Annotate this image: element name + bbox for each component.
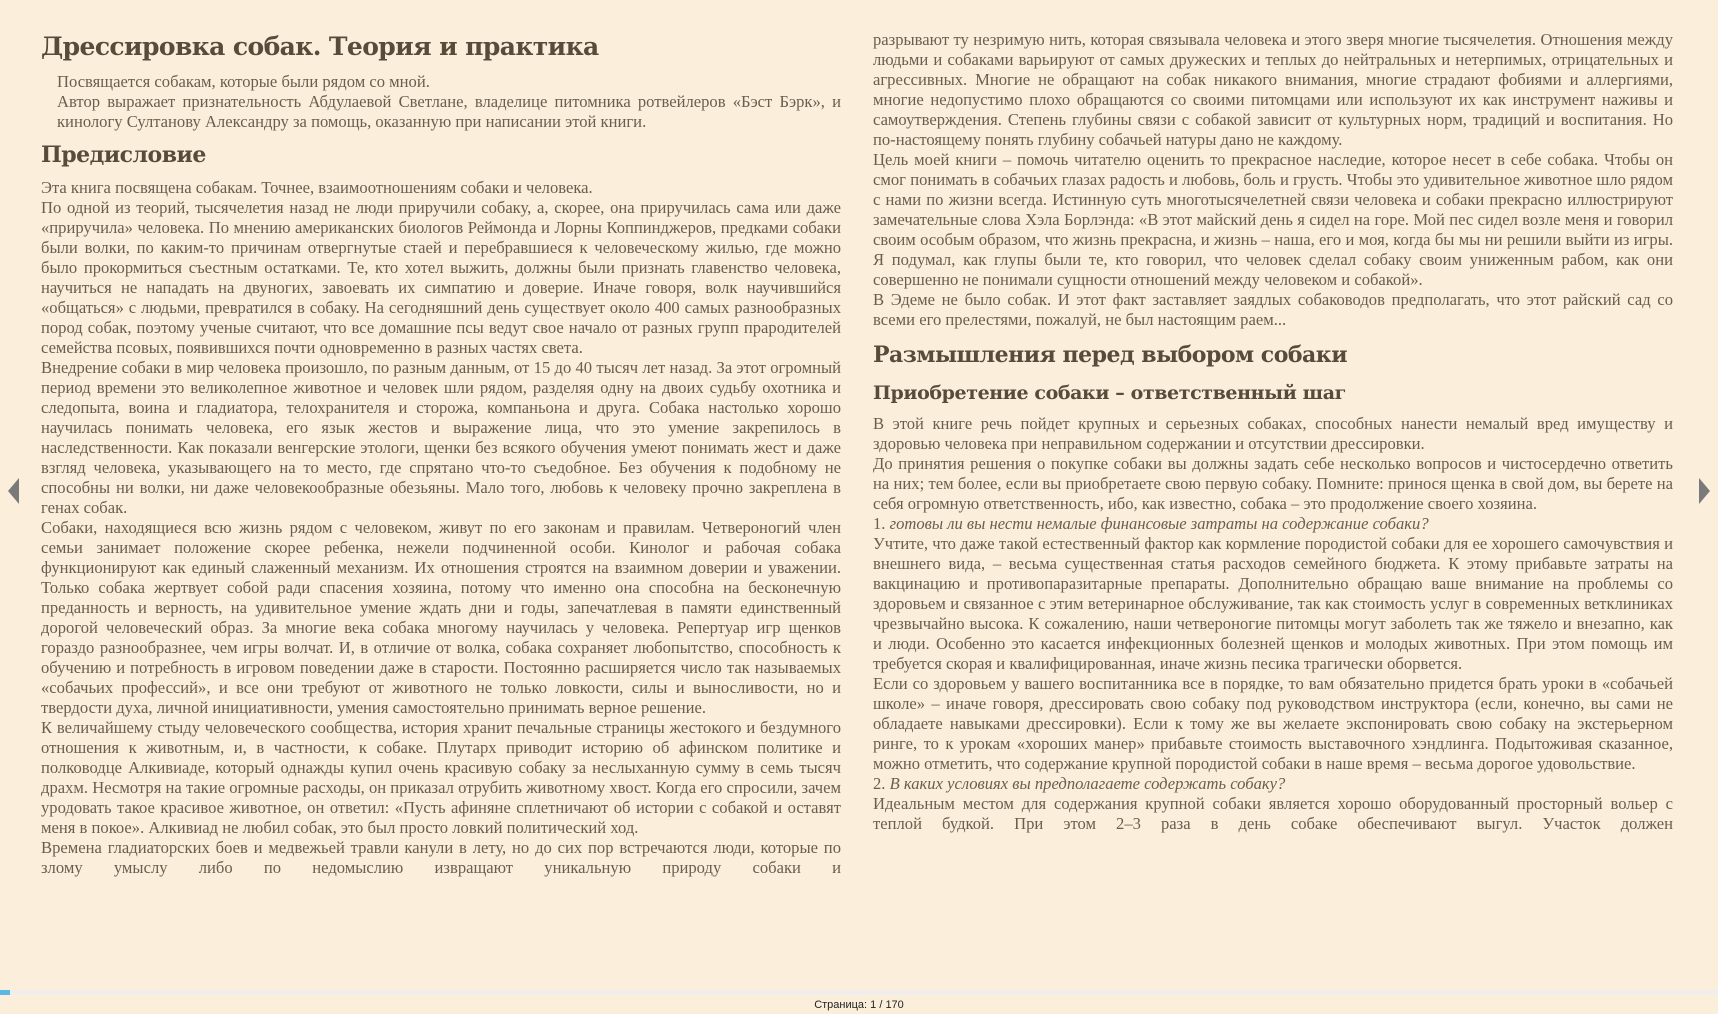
paragraph: Идеальным местом для содержания крупной собаки является хорошо оборудованный просторный вольер с теплой будкой. При этом 2–3 раза в день собаке обеспечивают выгул. Участок должен <box>873 794 1673 833</box>
book-title: Дрессировка собак. Теория и практика <box>41 32 599 61</box>
paragraph: К величайшему стыду человеческого сообщества, история хранит печальные страницы жестокого и бездумного отношения к животным, и, в частности, к собаке. Плутарх приводит историю об афинском политике и полководце Алкивиаде, который однажды купил очень красивую собаку за неслыханную сумму в семь тысяч драхм. Несмотря на такие огромные расходы, он приказал отрубить животному хвост. Когда его спросили, зачем уродовать такое красивое животное, он ответил: «Пусть афиняне сплетничают об истории с собакой и оставят меня в покое». Алкивиад не любил собак, это был просто ловкий политический ход. <box>41 718 841 837</box>
paragraph: Времена гладиаторских боев и медвежьей травли канули в лету, но до сих пор встречаются люди, которые по злому умыслу либо по недомыслию извращают уникальную природу собаки и <box>41 838 841 877</box>
paragraph: Если со здоровьем у вашего воспитанника все в порядке, то вам обязательно придется брать уроки в «собачьей школе» – иначе говоря, дрессировать свою собаку под руководством инструктора (если, конечно, вы сами не обладаете навыками дрессировки). Если к тому же вы желаете экспонировать свою собаку на экстерьерном ринге, то к урокам «хороших манер» прибавьте стоимость выставочного хэндлинга. Подытоживая сказанное, можно отметить, что содержание крупной породистой собаки в наше время – весьма дорогое удовольствие. <box>873 674 1673 773</box>
paragraph: Цель моей книги – помочь читателю оценить то прекрасное наследие, которое несет в себе собака. Чтобы он смог понимать в собачьих глазах радость и любовь, боль и грусть. Чтобы это удивительное животное шло рядом с нами по жизни всегда. Истинную суть многотысячелетней связи человека и собаки прекрасно иллюстрируют замечательные слова Хэла Борлэнда: «В этот майский день я сидел на горе. Мой пес сидел возле меня и говорил своим особым образом, что жизнь прекрасна, и жизнь – наша, его и моя, когда бы мы ни решили выйти из игры. Я подумал, как глупы были те, кто говорил, что человек сделал собаку своим униженным рабом, как они совершенно не понимали сущности отношений между человеком и собакой». <box>873 150 1673 289</box>
question-text: В каких условиях вы предполагаете содержать собаку? <box>889 774 1286 793</box>
paragraph: По одной из теорий, тысячелетия назад не люди приручили собаку, а, скорее, она приручилась сама или даже «приручила» человека. По мнению американских биологов Реймонда и Лорны Коппинджеров, предками собаки были волки, по каким-то причинам отвергнутые стаей и перебравшиеся к человеческому жилью, где можно было прокормиться съестным остатками. Те, кто хотел выжить, должны были признать главенство человека, научиться не нападать на двуногих, завоевать их симпатию и доверие. Иначе говоря, волк научившийся «общаться» с людьми, превратился в собаку. На сегодняшний день существует около 400 самых разнообразных пород собак, поэтому ученые считают, что все домашние псы ведут свое начало от разных групп прародителей семейства псовых, появившихся почти одновременно в разных частях света. <box>41 198 841 357</box>
question-number: 1. <box>873 514 890 533</box>
paragraph: Учтите, что даже такой естественный фактор как кормление породистой собаки для ее хорошего самочувствия и внешнего вида, – весьма существенная статья расходов семейного бюджета. К этому прибавьте затраты на вакцинацию и противопаразитарные препараты. Дополнительно обращаю ваше внимание на проблемы со здоровьем и связанное с этим ветеринарное обслуживание, так как стоимость услуг в современных ветклиниках чрезвычайно высока. К сожалению, наши четвероногие питомцы могут заболеть так же тяжело и внезапно, как и люди. Особенно это касается инфекционных болезней щенков и молодых животных. При этом помощь им требуется скорая и квалифицированная, иначе жизнь песика трагически оборвется. <box>873 534 1673 673</box>
right-column <box>873 30 1673 834</box>
paragraph: До принятия решения о покупке собаки вы должны задать себе несколько вопросов и чистосердечно ответить на них; тем более, если вы приобретаете свою первую собаку. Помните: принося щенка в свой дом, вы берете на себя огромную ответственность, ибо, как известно, собака – это продолжение своего хозяина. <box>873 454 1673 513</box>
paragraph: В Эдеме не было собак. И этот факт заставляет заядлых собаководов предполагать, что этот райский сад со всеми его прелестями, пожалуй, не был настоящим раем... <box>873 290 1673 329</box>
dedication <box>41 72 841 132</box>
paragraph: разрывают ту незримую нить, которая связывала человека и этого зверя многие тысячелетия. Отношения между людьми и собаками варьируют от самых дружеских и теплых до нейтральных и нетерпимых, отрицательных и агрессивных. Многие не обращают на собак никакого внимания, многие страдают фобиями и аллергиями, многие недопустимо плохо обращаются со своими питомцами или используют их как инструмент наживы и самоутверждения. Степень глубины связи с собакой зависит от культурных норм, традиций и воспитания. Но по-настоящему понять глубину собачьей натуры дано не каждому. <box>873 30 1673 149</box>
paragraph: Внедрение собаки в мир человека произошло, по разным данным, от 15 до 40 тысяч лет назад. За этот огромный период времени это великолепное животное и человек шли рядом, разделяя одну на двоих судьбу охотника и следопыта, воина и гладиатора, телохранителя и сторожа, компаньона и друга. Собака настолько хорошо научилась понимать человека, его язык жестов и выражение лица, что это умение закрепилось в наследственности. Как показали венгерские этологи, щенки без всякого обучения умеют понимать жест и даже взгляд человека, указывающего на то место, где спрятано что-то съедобное. Без обучения к подобному не способны ни волки, ни даже человекообразные обезьяны. Мало того, любовь к человеку прочно закреплена в генах собак. <box>41 358 841 517</box>
dedication-line: Посвящается собакам, которые были рядом со мной. <box>57 72 430 91</box>
subsection-heading: Приобретение собаки – ответственный шаг <box>873 382 1346 404</box>
left-column <box>41 30 841 878</box>
question-text: готовы ли вы нести немалые финансовые затраты на содержание собаки? <box>889 514 1429 533</box>
next-page-arrow-icon[interactable] <box>1699 478 1710 504</box>
acknowledgement-line: Автор выражает признательность Абдулаевой Светлане, владелице питомника ротвейлеров «Бэст Бэрк», и кинологу Султанову Александру за помощь, оказанную при написании этой книги. <box>57 92 841 131</box>
paragraph: Собаки, находящиеся всю жизнь рядом с человеком, живут по его законам и правилам. Четвероногий член семьи занимает положение скорее ребенка, нежели подчиненной особи. Кинолог и рабочая собака функционируют как единый слаженный механизм. Их отношения строятся на взаимном доверии и уважении. Только собака жертвует собой ради спасения хозяина, потому что именно она способна на бесконечную преданность и верность, на удивительное умение ждать дни и годы, запечатлевая в памяти единственный дорогой человеческий образ. За многие века собака многому научилась у человека. Репертуар игр щенков гораздо разнообразнее, чем игры волчат. И, в отличие от волка, собака сохраняет любопытство, способность к обучению и потребность в игровом поведении даже в старости. Постоянно расширяется число так называемых «собачьих профессий», и все они требуют от животного не только ловкости, силы и выносливости, но и твердости духа, личной инициативности, умения самостоятельно принимать верное решение. <box>41 518 841 717</box>
previous-page-arrow-icon[interactable] <box>8 478 19 504</box>
preface-heading: Предисловие <box>41 142 206 168</box>
reading-progress-bar[interactable] <box>0 990 1718 995</box>
paragraph: Эта книга посвящена собакам. Точнее, взаимоотношениям собаки и человека. <box>41 178 593 197</box>
reading-progress-fill <box>0 990 10 995</box>
section-heading: Размышления перед выбором собаки <box>873 342 1348 368</box>
page-counter: Страница: 1 / 170 <box>814 999 904 1011</box>
question-1 <box>873 514 1673 534</box>
paragraph: В этой книге речь пойдет крупных и серьезных собаках, способных нанести немалый вред имуществу и здоровью человека при неправильном содержании и отсутствии дрессировки. <box>873 414 1673 453</box>
question-number: 2. <box>873 774 890 793</box>
question-2 <box>873 774 1673 794</box>
